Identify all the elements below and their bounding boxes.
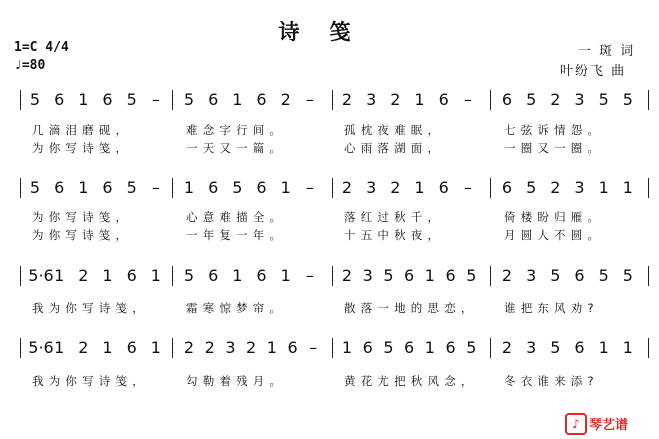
note: 1 [598, 178, 609, 197]
lyric-phrase: 落红过秋千， [344, 210, 445, 224]
bar-line [648, 90, 649, 110]
lyric-phrase: 几滴泪磨砚， [32, 123, 133, 137]
note: 3 [526, 266, 537, 285]
bar-line [648, 338, 649, 358]
lyric-phrase: 十五中秋夜， [344, 228, 445, 242]
note: 1 [414, 178, 425, 197]
bar-line [648, 266, 649, 286]
lyric-phrase: 一天又一篇。 [186, 141, 287, 155]
note: 2 [246, 338, 257, 357]
note: 6 [126, 338, 137, 357]
note: 3 [526, 338, 537, 357]
note: 5 [29, 90, 41, 109]
lyric-phrase: 心意难描全。 [186, 210, 287, 224]
note: 6 [256, 178, 267, 197]
bar-line [648, 178, 649, 198]
note: 5 [29, 178, 41, 197]
note: 3 [225, 338, 236, 357]
note: 1 [598, 338, 609, 357]
note: 6 [287, 338, 298, 357]
note: 5 [550, 338, 561, 357]
bar-line [20, 90, 21, 110]
note: – [463, 178, 472, 197]
note: 1 [341, 338, 353, 357]
note: 6 [438, 178, 449, 197]
watermark-logo [565, 412, 645, 434]
note: 2 [501, 338, 513, 357]
lyric-phrase: 倚楼盼归雁。 [504, 210, 605, 224]
note: 2 [183, 338, 195, 357]
note: 1 [183, 178, 195, 197]
note: 5 [383, 338, 394, 357]
note: 5 [232, 178, 243, 197]
note: 5 [126, 90, 137, 109]
note: 1 [280, 266, 291, 285]
lyric-phrase: 为你写诗笺， [32, 141, 133, 155]
note: 1 [622, 178, 633, 197]
note: 6 [404, 338, 415, 357]
note: 2 [390, 90, 401, 109]
note: 6 [208, 266, 219, 285]
lyricist-credit: 一 斑 词 [578, 44, 636, 59]
note: – [305, 266, 314, 285]
bar-line [172, 178, 173, 198]
note: 5 [622, 90, 633, 109]
note: – [151, 178, 160, 197]
note: 6 [362, 338, 373, 357]
note: 6 [54, 178, 65, 197]
note: – [151, 90, 160, 109]
lyric-phrase: 黄花尤把秋风念， [344, 374, 478, 388]
lyric-phrase: 为你写诗笺， [32, 228, 133, 242]
bar-line [490, 90, 491, 110]
lyric-phrase: 散落一地的思恋， [344, 301, 478, 315]
lyric-phrase: 孤枕夜难眠， [344, 123, 445, 137]
lyric-phrase: 为你写诗笺， [32, 210, 133, 224]
note: 1 [54, 266, 65, 285]
lyric-phrase: 冬衣谁来添? [504, 374, 599, 388]
note: 3 [574, 90, 585, 109]
lyric-phrase: 一圈又一圈。 [504, 141, 605, 155]
note: 1 [232, 90, 243, 109]
bar-line [490, 178, 491, 198]
bar-line [332, 90, 333, 110]
lyric-phrase: 一年复一年。 [186, 228, 287, 242]
note: 5 [126, 178, 137, 197]
note: 2 [501, 266, 513, 285]
note: 6 [445, 266, 456, 285]
note: 2 [280, 90, 291, 109]
note: 6 [54, 90, 65, 109]
lyric-phrase: 我为你写诗笺， [32, 301, 149, 315]
bar-line [332, 266, 333, 286]
note: 5 [183, 90, 195, 109]
note: 2 [78, 338, 89, 357]
note: 5 [526, 90, 537, 109]
note: 1 [424, 338, 435, 357]
note: 5 [466, 338, 477, 357]
note: 1 [414, 90, 425, 109]
note: 1 [78, 178, 89, 197]
lyric-phrase: 七弦诉情怨。 [504, 123, 605, 137]
note: 6 [208, 90, 219, 109]
note: 2 [341, 90, 353, 109]
lyric-phrase: 霜寒惊梦帘。 [186, 301, 287, 315]
note: – [309, 338, 318, 357]
watermark-icon: ♪ [565, 413, 587, 435]
tempo-marking: ♩=80 [14, 58, 46, 73]
note: 1 [54, 338, 65, 357]
note: 6 [404, 266, 415, 285]
lyric-phrase: 谁把东风劝? [504, 301, 599, 315]
note: 1 [280, 178, 291, 197]
note: 2 [78, 266, 89, 285]
note: 5·6 [28, 266, 54, 285]
note: 1 [266, 338, 277, 357]
note: 1 [102, 266, 113, 285]
note: 1 [78, 90, 89, 109]
note: 5 [550, 266, 561, 285]
note: 5 [598, 266, 609, 285]
note: 5 [383, 266, 394, 285]
note: 6 [126, 266, 137, 285]
note: 1 [232, 266, 243, 285]
note: 5 [598, 90, 609, 109]
note: 3 [366, 90, 377, 109]
note: 2 [341, 266, 353, 285]
song-title: 诗笺 [278, 20, 381, 44]
note: 5 [622, 266, 633, 285]
bar-line [20, 266, 21, 286]
note: 6 [102, 178, 113, 197]
note: – [305, 178, 314, 197]
note: – [305, 90, 314, 109]
note: 1 [150, 338, 161, 357]
note: 1 [102, 338, 113, 357]
note: 5 [466, 266, 477, 285]
note: 3 [574, 178, 585, 197]
note: 3 [362, 266, 373, 285]
note: 6 [256, 266, 267, 285]
note: 6 [445, 338, 456, 357]
bar-line [490, 338, 491, 358]
note: 2 [341, 178, 353, 197]
note: 5·6 [28, 338, 54, 357]
note: 2 [550, 90, 561, 109]
composer-credit: 叶纷飞 曲 [560, 64, 627, 79]
bar-line [20, 338, 21, 358]
note: 6 [256, 90, 267, 109]
watermark-text: 琴艺谱 [589, 418, 629, 433]
note: 6 [501, 90, 513, 109]
note: – [463, 90, 472, 109]
lyric-phrase: 心雨落湖面， [344, 141, 445, 155]
note: 6 [574, 338, 585, 357]
note: 6 [574, 266, 585, 285]
bar-line [20, 178, 21, 198]
lyric-phrase: 月圆人不圆。 [504, 228, 605, 242]
lyric-phrase: 勾勒着残月。 [186, 374, 287, 388]
note: 5 [526, 178, 537, 197]
note: 2 [390, 178, 401, 197]
note: 2 [204, 338, 215, 357]
note: 6 [438, 90, 449, 109]
bar-line [172, 338, 173, 358]
note: 1 [150, 266, 161, 285]
key-signature: 1=C 4/4 [14, 40, 69, 55]
bar-line [172, 90, 173, 110]
note: 6 [501, 178, 513, 197]
note: 6 [102, 90, 113, 109]
lyric-phrase: 我为你写诗笺， [32, 374, 149, 388]
bar-line [490, 266, 491, 286]
bar-line [332, 338, 333, 358]
lyric-phrase: 难念字行间。 [186, 123, 287, 137]
bar-line [172, 266, 173, 286]
note: 1 [622, 338, 633, 357]
note: 2 [550, 178, 561, 197]
note: 3 [366, 178, 377, 197]
note: 1 [424, 266, 435, 285]
note: 5 [183, 266, 195, 285]
note: 6 [208, 178, 219, 197]
bar-line [332, 178, 333, 198]
